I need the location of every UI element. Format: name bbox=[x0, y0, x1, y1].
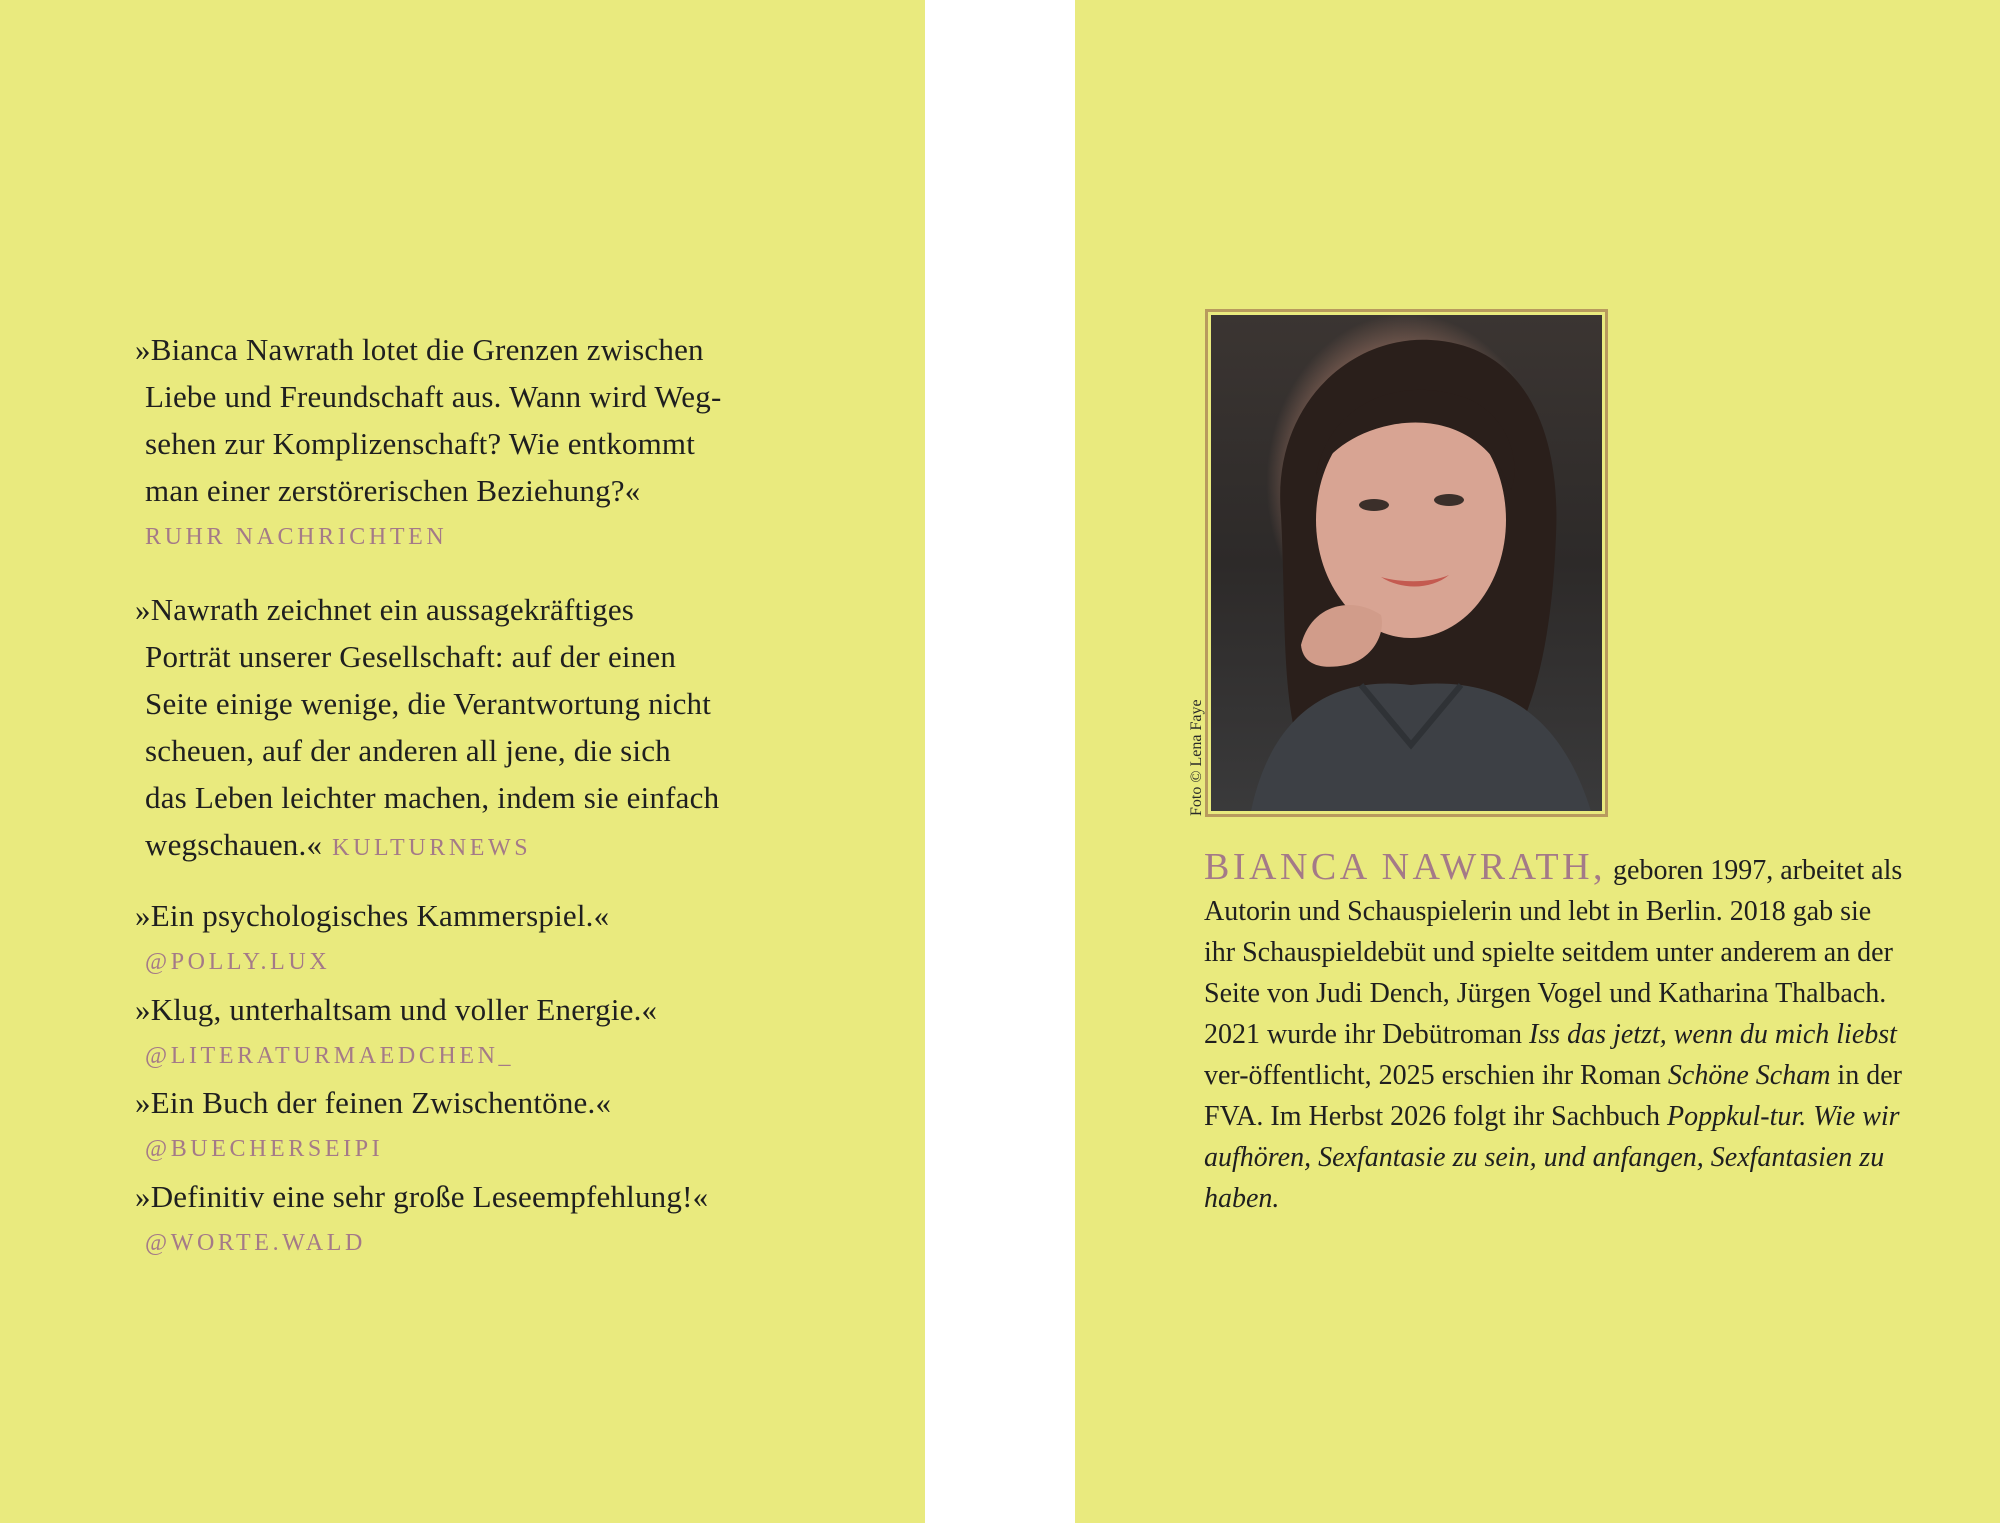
book-title: Poppkul-tur. Wie wir aufhören, Sexfantasie zu sein, und anfangen, Sexfantasien zu haben. bbox=[1204, 1101, 1900, 1214]
bio-text: ver-öffentlicht, 2025 erschien ihr Roman bbox=[1204, 1060, 1668, 1091]
book-title: Schöne Scham bbox=[1667, 1060, 1831, 1091]
review-source: @LITERATURMAEDCHEN_ bbox=[145, 1043, 515, 1069]
author-photo bbox=[1211, 315, 1602, 811]
quote-line: das Leben leichter machen, indem sie einfach bbox=[145, 780, 720, 815]
review-source: @BUECHERSEIPI bbox=[145, 1136, 384, 1162]
quote-line: »Ein psychologisches Kammerspiel.« bbox=[135, 898, 610, 933]
review-quote-1 bbox=[135, 326, 721, 561]
review-quote-3 bbox=[135, 892, 609, 986]
review-source: KULTURNEWS bbox=[332, 835, 532, 861]
quote-line: »Nawrath zeichnet ein aussagekräftiges bbox=[135, 592, 635, 627]
quote-line: »Ein Buch der feinen Zwischentöne.« bbox=[135, 1085, 612, 1120]
quote-line: Seite einige wenige, die Verantwortung nicht bbox=[145, 686, 712, 721]
quote-line: sehen zur Komplizenschaft? Wie entkommt bbox=[145, 426, 696, 461]
review-quote-6 bbox=[135, 1173, 708, 1267]
quote-line: Porträt unserer Gesellschaft: auf der einen bbox=[145, 639, 677, 674]
quote-line: »Bianca Nawrath lotet die Grenzen zwischen bbox=[135, 332, 704, 367]
review-quote-5 bbox=[135, 1079, 611, 1173]
quote-line: Liebe und Freundschaft aus. Wann wird Weg- bbox=[145, 379, 722, 414]
review-source: @WORTE.WALD bbox=[145, 1230, 366, 1256]
review-quote-4 bbox=[135, 986, 657, 1080]
quote-line: scheuen, auf der anderen all jene, die sich bbox=[145, 733, 671, 768]
review-quote-2 bbox=[135, 586, 719, 872]
quote-line: wegschauen.« bbox=[145, 827, 323, 862]
quote-line: »Klug, unterhaltsam und voller Energie.« bbox=[135, 992, 658, 1027]
quote-line: man einer zerstörerischen Beziehung?« bbox=[145, 473, 641, 508]
author-photo-frame bbox=[1205, 309, 1608, 817]
bio-text: in der FVA. Im Herbst 2026 folgt ihr Sachbuch bbox=[1204, 1060, 1902, 1132]
photo-credit: Foto © Lena Faye bbox=[1188, 699, 1205, 816]
book-title: Iss das jetzt, wenn du mich liebst bbox=[1529, 1019, 1897, 1050]
author-name: BIANCA NAWRATH, bbox=[1204, 846, 1607, 888]
author-bio bbox=[1204, 847, 1904, 1219]
review-source: @POLLY.LUX bbox=[145, 949, 331, 975]
review-source: RUHR NACHRICHTEN bbox=[145, 524, 448, 550]
bio-text: geboren 1997, arbeitet als Autorin und Schauspielerin und lebt in Berlin. 2018 gab sie ihr Schauspieldebüt und spielte seitdem unter anderem an der Seite von Judi Dench, Jürgen Vogel und Katharina Thalbach. 2021 wurde ihr Debütroman bbox=[1204, 855, 1903, 1050]
quote-line: »Definitiv eine sehr große Leseempfehlung!« bbox=[135, 1179, 709, 1214]
portrait-illustration bbox=[1211, 315, 1602, 811]
